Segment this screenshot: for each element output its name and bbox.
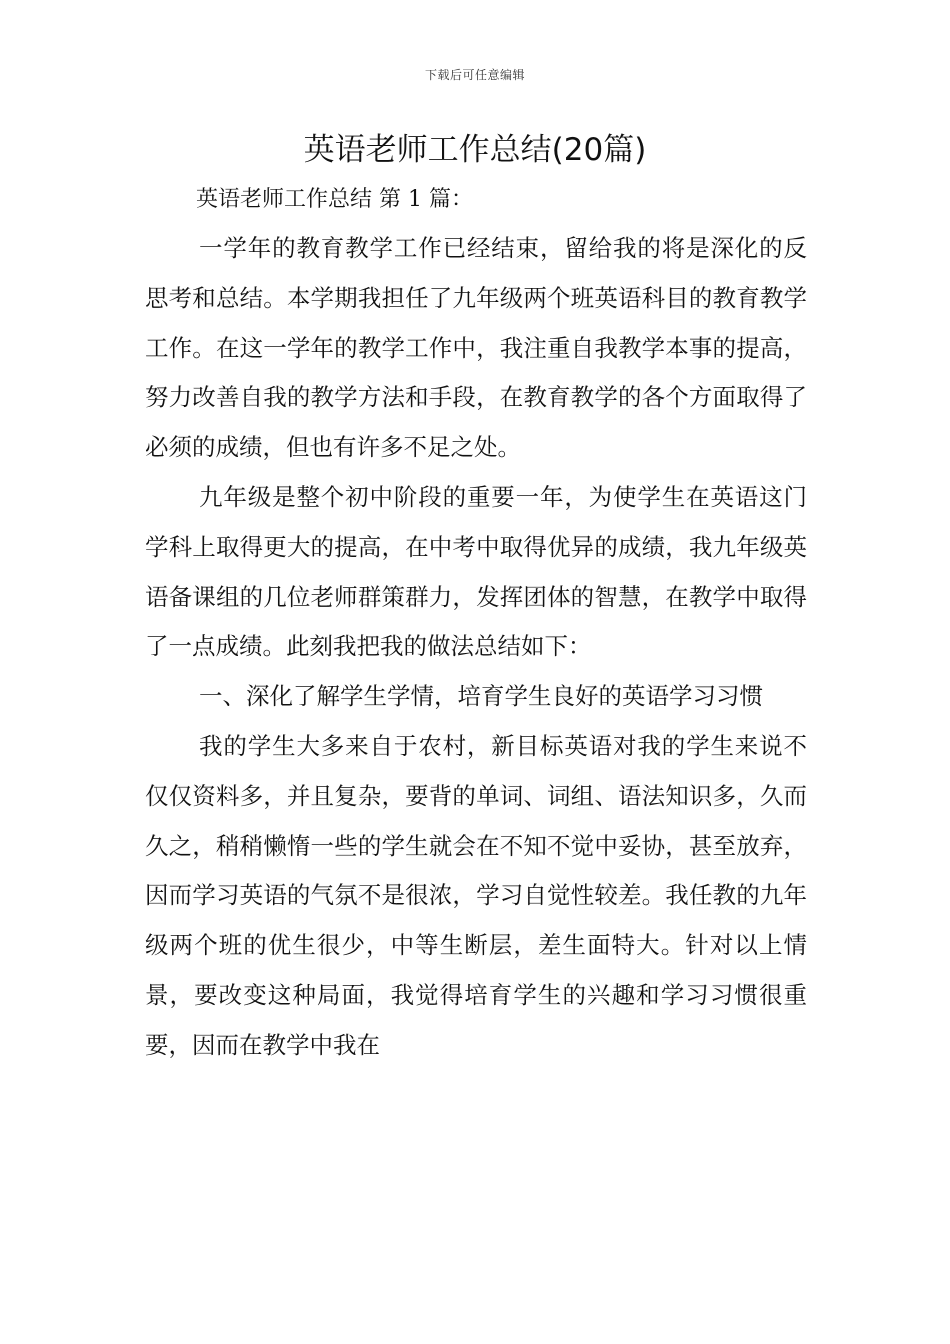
document-title: 英语老师工作总结(20篇) — [303, 132, 647, 168]
section-heading-1: 一、深化了解学生学情，培育学生良好的英语学习习惯 — [199, 682, 764, 711]
paragraph-intro: 一学年的教育教学工作已经结束，留给我的将是深化的反思考和总结。本学期我担任了九年级两个班英语科目的教育教学工作。在这一学年的教学工作中，我注重自我教学本事的提高，努力改善自我的教学方法和手段，在教育教学的各个方面取得了必须的成绩，但也有许多不足之处。 — [145, 234, 807, 462]
header-note: 下载后可任意编辑 — [424, 68, 525, 82]
paragraph-grade-nine: 九年级是整个初中阶段的重要一年，为使学生在英语这门学科上取得更大的提高，在中考中取得优异的成绩，我九年级英语备课组的几位老师群策群力，发挥团体的智慧，在教学中取得了一点成绩。此刻我把我的做法总结如下： — [145, 482, 807, 661]
paragraph-students: 我的学生大多来自于农村，新目标英语对我的学生来说不仅仅资料多，并且复杂，要背的单词、词组、语法知识多，久而久之，稍稍懒惰一些的学生就会在不知不觉中妥协，甚至放弃，因而学习英语的气氛不是很浓，学习自觉性较差。我任教的九年级两个班的优生很少，中等生断层，差生面特大。针对以上情景，要改变这种局面，我觉得培育学生的兴趣和学习习惯很重要，因而在教学中我在 — [145, 731, 807, 1059]
document-body — [145, 224, 807, 1071]
section-subtitle: 英语老师工作总结 第 1 篇： — [196, 187, 473, 212]
